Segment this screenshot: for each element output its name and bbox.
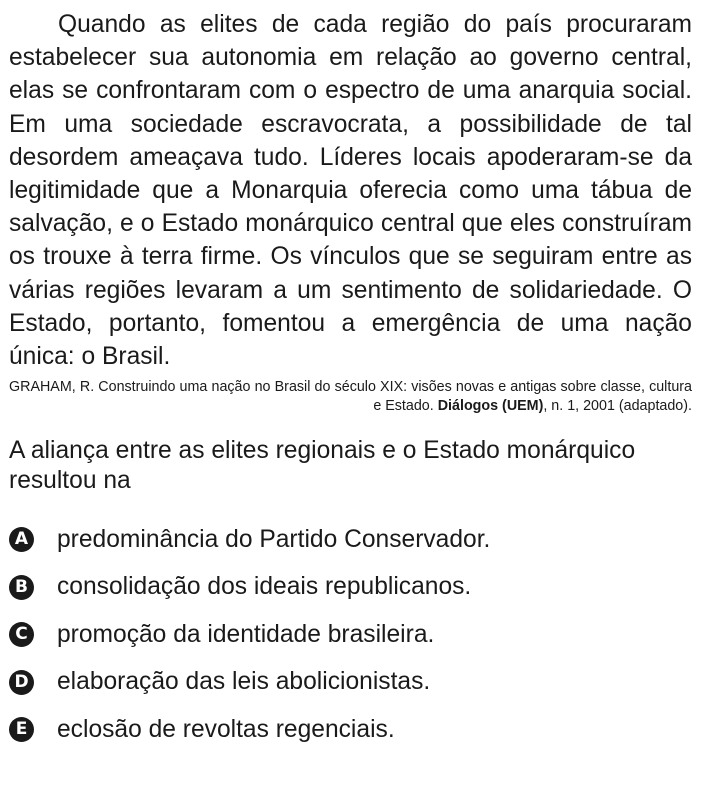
- option-b[interactable]: [9, 564, 692, 612]
- answer-options: [9, 516, 692, 754]
- option-a-letter-badge: A: [9, 527, 34, 552]
- citation-journal: Diálogos (UEM): [437, 398, 544, 415]
- option-e[interactable]: [9, 706, 692, 754]
- option-a-text: predominância do Partido Conservador.: [57, 525, 491, 553]
- option-a[interactable]: [9, 516, 692, 564]
- citation-reference: GRAHAM, R. Construindo uma nação no Brasil do século XIX: visões novas e antigas sobre classe, cultura e Estado.: [9, 379, 692, 415]
- question-stem: A aliança entre as elites regionais e o Estado monárquico resultou na: [9, 437, 636, 495]
- option-b-letter-badge: B: [9, 575, 34, 600]
- option-e-text: eclosão de revoltas regenciais.: [57, 715, 395, 743]
- citation-details: , n. 1, 2001 (adaptado).: [543, 398, 692, 415]
- option-d-letter-badge: D: [9, 670, 34, 695]
- source-passage: Quando as elites de cada região do país procuraram estabelecer sua autonomia em relação ao governo central, elas se confrontaram com o espectro de uma anarquia social. Em uma sociedade escravocrata, a possibilidade de tal desordem ameaçava tudo. Líderes locais apoderaram-se da legitimidade que a Monarquia oferecia como uma tábua de salvação, e o Estado monárquico central que eles construíram os trouxe à terra firme. Os vínculos que se seguiram entre as várias regiões levaram a um sentimento de solidariedade. O Estado, portanto, fomentou a emergência de uma nação única: o Brasil.: [9, 11, 692, 371]
- option-c-text: promoção da identidade brasileira.: [57, 620, 435, 648]
- option-b-text: consolidação dos ideais republicanos.: [57, 573, 472, 601]
- option-c-letter-badge: C: [9, 622, 34, 647]
- source-citation: [9, 378, 692, 416]
- option-d[interactable]: [9, 659, 692, 707]
- option-d-text: elaboração das leis abolicionistas.: [57, 668, 431, 696]
- option-c[interactable]: [9, 611, 692, 659]
- option-e-letter-badge: E: [9, 717, 34, 742]
